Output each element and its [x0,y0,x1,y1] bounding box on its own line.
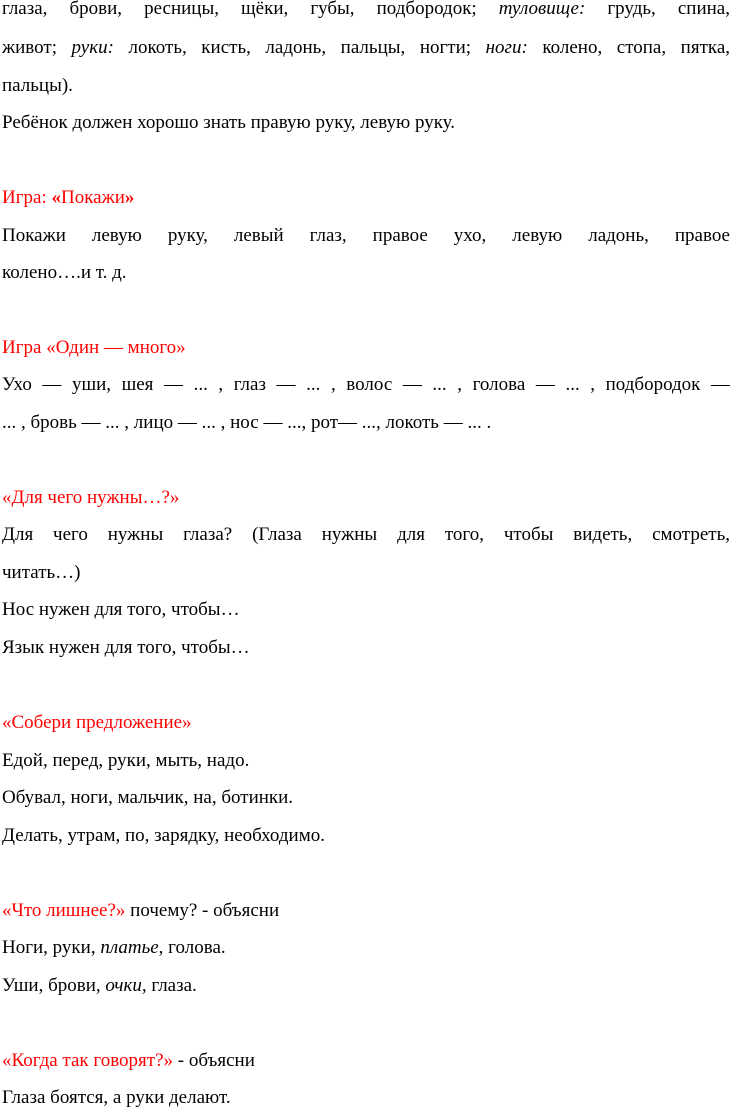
game-sentence-line-1: Едой, перед, руки, мыть, надо. [2,750,250,771]
game-odd-line-1 [2,933,730,963]
quote-mark: » [124,187,135,208]
game-what-for-line-4: Язык нужен для того, чтобы… [2,637,250,658]
game-what-for-line-3: Нос нужен для того, чтобы… [2,599,240,620]
game-what-for-line-2: читать…) [2,562,81,583]
game-one-many-line-1: Ухо — уши, шея — ... , глаз — ... , волос — ... , голова — ... , подбородок — [2,374,730,395]
game-sentence-line-2: Обувал, ноги, мальчик, на, ботинки. [2,787,294,808]
heading-game-one-many: Игра «Один — много» [2,337,186,358]
text-run: Ноги, руки, [2,937,101,958]
heading-prefix: Игра: [2,187,52,208]
heading-game-sentence: «Собери предложение» [2,712,192,733]
game-one-many-line-2: ... , бровь — ... , лицо — ... , нос — ..., рот— ..., локоть — ... . [2,412,492,433]
intro-line-3: пальцы). [2,75,73,96]
game-odd-line-2 [2,971,730,1001]
italic-term: руки: [71,37,114,58]
heading-game-show [2,183,730,213]
heading-game-when [2,1046,730,1076]
heading-suffix: - объясни [173,1050,255,1071]
game-show-line-2: колено….и т. д. [2,262,127,283]
italic-term: ноги: [485,37,528,58]
game-sentence-line-3: Делать, утрам, по, зарядку, необходимо. [2,825,325,846]
intro-line-2 [2,33,730,63]
heading-name: «Что лишнее?» [2,900,126,921]
intro-line-4: Ребёнок должен хорошо знать правую руку, левую руку. [2,112,456,133]
heading-game-odd [2,896,730,926]
heading-name: Покажи [60,187,125,208]
heading-game-what-for: «Для чего нужны…?» [2,487,180,508]
italic-term: платье [100,937,159,958]
intro-line-1 [2,0,730,24]
game-show-line-1: Покажи левую руку, левый глаз, правое ухо, левую ладонь, правое [2,225,730,246]
game-when-line-1: Глаза боятся, а руки делают. [2,1087,231,1108]
heading-name: «Когда так говорят?» [2,1050,174,1071]
text-run: грудь, спина, [585,0,730,19]
text-run: глаза, брови, ресницы, щёки, губы, подбородок; [2,0,499,19]
text-run: глаза. [146,975,197,996]
game-what-for-line-1: Для чего нужны глаза? (Глаза нужны для того, чтобы видеть, смотреть, [2,524,730,545]
italic-term: туловище: [498,0,586,19]
italic-term: очки, [105,975,147,996]
text-run: локоть, кисть, ладонь, пальцы, ногти; [113,37,486,58]
text-run: Уши, брови, [2,975,106,996]
text-run: колено, стопа, пятка, [527,37,730,58]
text-run: живот; [2,37,72,58]
heading-suffix: почему? - объясни [125,900,280,921]
quote-mark: « [51,187,61,208]
text-run: , голова. [158,937,226,958]
